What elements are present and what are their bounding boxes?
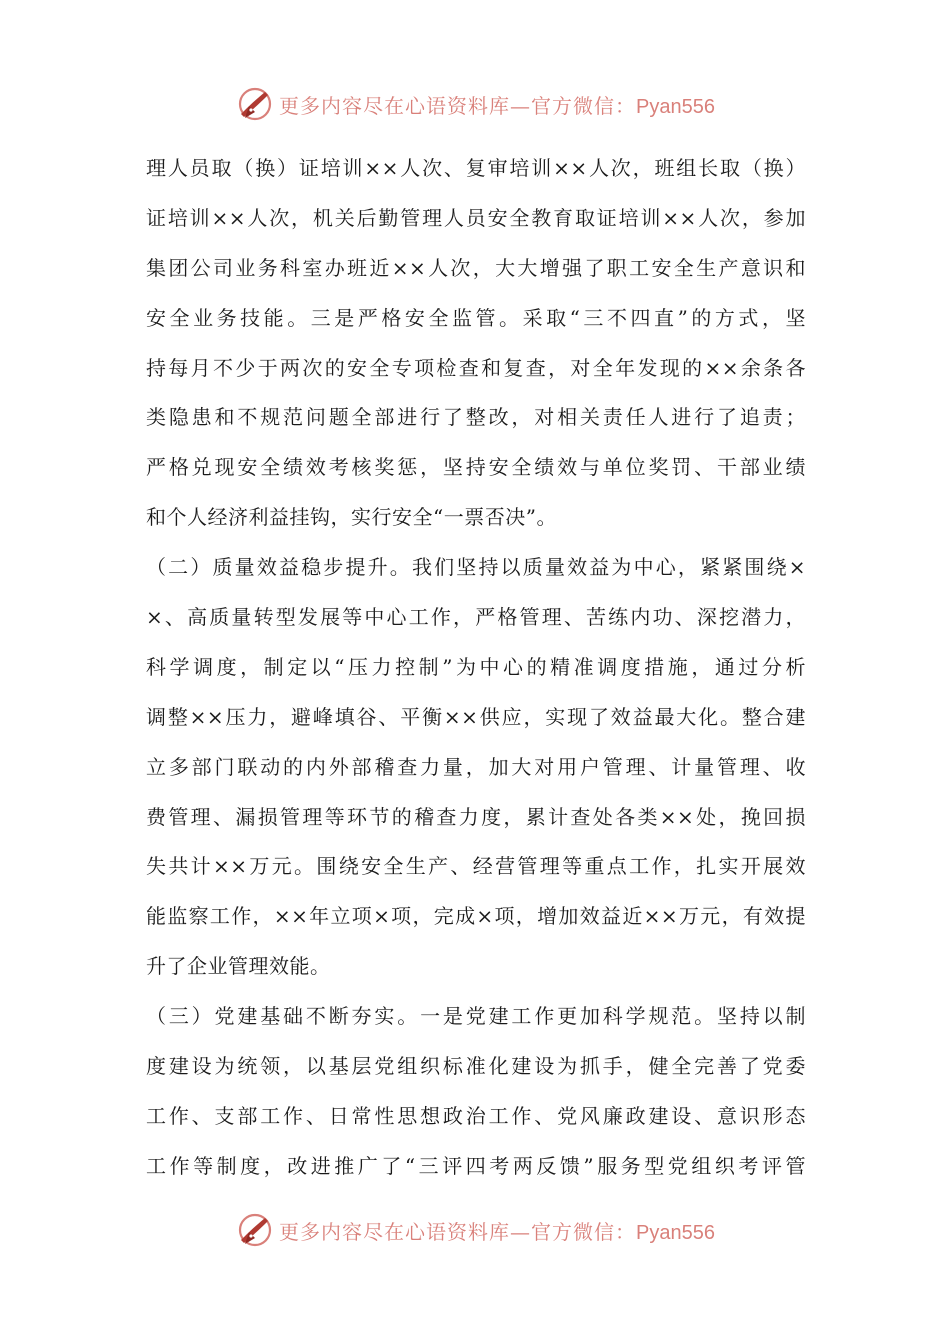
text-line: 和个人经济利益挂钩，实行安全“一票否决”。 bbox=[146, 505, 557, 530]
banner-wechat-id: Pyan556 bbox=[636, 1221, 715, 1244]
banner-text bbox=[279, 1216, 715, 1245]
text-line: 工作、支部工作、日常性思想政治工作、党风廉政建设、意识形态 bbox=[146, 1103, 806, 1128]
text-line: 能监察工作，××年立项×项，完成×项，增加效益近××万元，有效提 bbox=[146, 904, 806, 929]
text-line: 证培训××人次，机关后勤管理人员安全教育取证培训××人次，参加 bbox=[146, 205, 806, 230]
text-line: 度建设为统领，以基层党组织标准化建设为抓手，健全完善了党委 bbox=[146, 1054, 806, 1079]
text-line: 工作等制度，改进推广了“三评四考两反馈”服务型党组织考评管 bbox=[146, 1153, 806, 1178]
text-line: （三）党建基础不断夯实。一是党建工作更加科学规范。坚持以制 bbox=[146, 1004, 806, 1029]
text-line: 理人员取（换）证培训××人次、复审培训××人次，班组长取（换） bbox=[146, 156, 806, 180]
text-line: （二）质量效益稳步提升。我们坚持以质量效益为中心，紧紧围绕× bbox=[146, 555, 806, 580]
text-line: 立多部门联动的内外部稽查力量，加大对用户管理、计量管理、收 bbox=[146, 754, 806, 779]
text-line: 集团公司业务科室办班近××人次，大大增强了职工安全生产意识和 bbox=[146, 255, 806, 280]
text-line: 费管理、漏损管理等环节的稽查力度，累计查处各类××处，挽回损 bbox=[146, 804, 806, 829]
text-line: ×、高质量转型发展等中心工作，严格管理、苦练内功、深挖潜力， bbox=[146, 605, 806, 630]
banner-text bbox=[279, 90, 715, 119]
banner-wechat-id: Pyan556 bbox=[636, 95, 715, 118]
text-line: 持每月不少于两次的安全专项检查和复查，对全年发现的××余条各 bbox=[146, 355, 806, 380]
text-line: 升了企业管理效能。 bbox=[146, 954, 331, 979]
text-line: 严格兑现安全绩效考核奖惩，坚持安全绩效与单位奖罚、干部业绩 bbox=[146, 455, 806, 480]
text-line: 调整××压力，避峰填谷、平衡××供应，实现了效益最大化。整合建 bbox=[146, 704, 806, 729]
pen-nib-circle-icon bbox=[235, 84, 275, 124]
header-banner bbox=[0, 82, 950, 126]
text-line: 类隐患和不规范问题全部进行了整改，对相关责任人进行了追责； bbox=[146, 405, 806, 430]
text-line: 失共计××万元。围绕安全生产、经营管理等重点工作，扎实开展效 bbox=[146, 854, 806, 879]
banner-text-cn: 更多内容尽在心语资料库—官方微信： bbox=[279, 1219, 637, 1244]
pen-nib-circle-icon bbox=[235, 1210, 275, 1250]
document-body bbox=[146, 144, 806, 1192]
text-line: 科学调度，制定以“压力控制”为中心的精准调度措施，通过分析 bbox=[146, 654, 806, 679]
banner-text-cn: 更多内容尽在心语资料库—官方微信： bbox=[279, 93, 637, 118]
footer-banner bbox=[0, 1208, 950, 1252]
text-line: 安全业务技能。三是严格安全监管。采取“三不四直”的方式，坚 bbox=[146, 305, 806, 330]
